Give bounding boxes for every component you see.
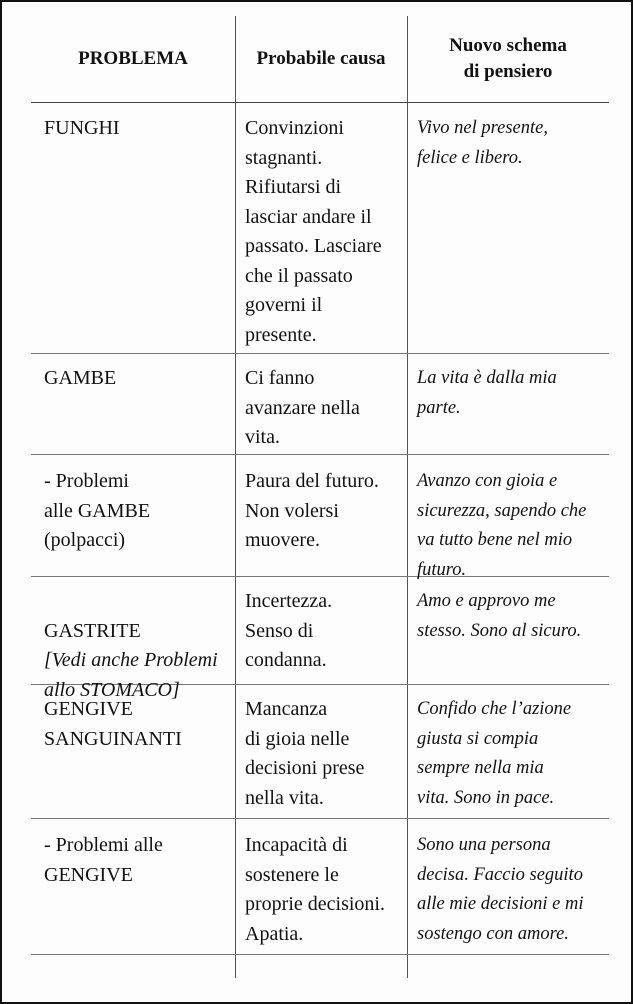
problem-cell: FUNGHI <box>44 117 120 139</box>
cause-cell: Convinzioni stagnanti. Rifiutarsi di lasciar andare il passato. Lasciare che il passato governi il presente. <box>245 117 382 346</box>
problem-cell: GAMBE <box>44 367 117 389</box>
pattern-cell: Vivo nel presente, felice e libero. <box>417 118 548 168</box>
pattern-cell: Confido che l’azione giusta si compia sempre nella mia vita. Sono in pace. <box>417 699 572 808</box>
pattern-cell: La vita è dalla mia parte. <box>417 368 557 418</box>
pattern-cell: Sono una persona decisa. Faccio seguito alle mie decisioni e mi sostengo con amore. <box>417 835 584 944</box>
header-new-pattern: Nuovo schema di pensiero <box>449 35 567 82</box>
table-row <box>31 819 609 955</box>
table-header <box>31 16 609 103</box>
symptom-table <box>31 16 609 955</box>
header-cause: Probabile causa <box>256 48 386 69</box>
table-row <box>31 103 609 354</box>
table-row <box>31 577 609 701</box>
problem-cell: GASTRITE <box>44 619 141 642</box>
problem-cell: - Problemi alle GENGIVE <box>44 834 163 886</box>
cause-cell: Ci fanno avanzare nella vita. <box>245 367 360 448</box>
pattern-cell: Amo e approvo me stesso. Sono al sicuro. <box>417 591 582 641</box>
pattern-cell: Avanzo con gioia e sicurezza, sapendo che va tutto bene nel mio futuro. <box>417 471 587 580</box>
problem-cell: - Problemi alle GAMBE (polpacci) <box>44 470 151 551</box>
cause-cell: Mancanza di gioia nelle decisioni prese nella vita. <box>245 698 365 809</box>
cause-cell: Paura del futuro. Non volersi muovere. <box>245 470 379 551</box>
table-row <box>31 455 609 580</box>
problem-note: [Vedi anche Problemi allo STOMACO] <box>44 649 218 701</box>
table-row <box>31 685 609 819</box>
table-row <box>31 354 609 455</box>
problem-cell: GENGIVE SANGUINANTI <box>44 698 182 750</box>
cause-cell: Incapacità di sostenere le proprie decisioni. Apatia. <box>245 834 385 945</box>
cause-cell: Incertezza. Senso di condanna. <box>245 590 333 671</box>
header-problem: PROBLEMA <box>78 48 188 69</box>
